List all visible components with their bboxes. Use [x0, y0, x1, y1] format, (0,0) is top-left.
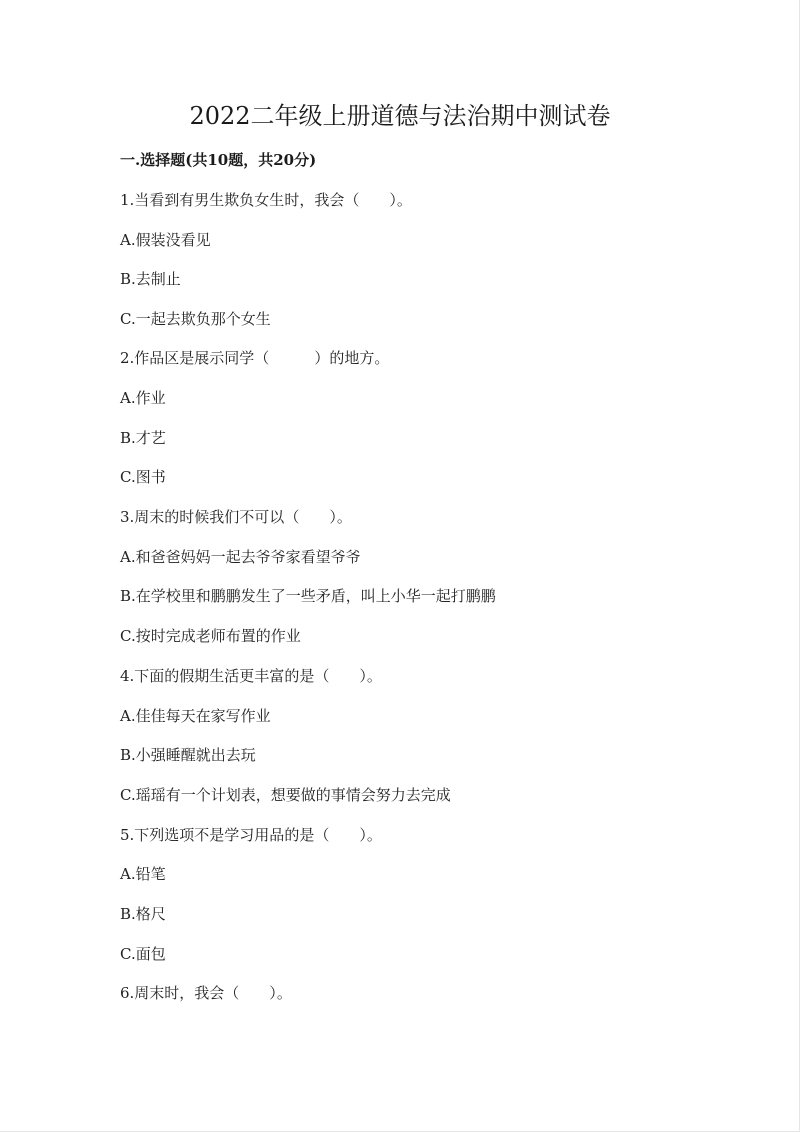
question-1-option-b: B.去制止 — [120, 270, 181, 288]
question-4-stem: 4.下面的假期生活更丰富的是（ ）。 — [120, 667, 382, 685]
question-5-option-c: C.面包 — [120, 945, 166, 963]
question-1-option-c: C.一起去欺负那个女生 — [120, 310, 271, 328]
page-title: 2022二年级上册道德与法治期中测试卷 — [189, 102, 611, 130]
question-4-option-b: B.小强睡醒就出去玩 — [120, 746, 256, 764]
question-2-option-c: C.图书 — [120, 468, 166, 486]
question-3-stem: 3.周末的时候我们不可以（ ）。 — [120, 508, 352, 526]
question-2-stem: 2.作品区是展示同学（ ）的地方。 — [120, 349, 390, 367]
question-5-stem: 5.下列选项不是学习用品的是（ ）。 — [120, 826, 382, 844]
question-3-option-c: C.按时完成老师布置的作业 — [120, 627, 301, 645]
section-heading: 一.选择题(共10题，共20分) — [120, 151, 317, 169]
question-3-option-b: B.在学校里和鹏鹏发生了一些矛盾，叫上小华一起打鹏鹏 — [120, 587, 496, 605]
question-4-option-c: C.瑶瑶有一个计划表，想要做的事情会努力去完成 — [120, 786, 451, 804]
question-5-option-a: A.铅笔 — [120, 865, 166, 883]
question-3-option-a: A.和爸爸妈妈一起去爷爷家看望爷爷 — [120, 548, 361, 566]
question-1-option-a: A.假装没看见 — [120, 231, 211, 249]
question-2-option-a: A.作业 — [120, 389, 166, 407]
question-6-stem: 6.周末时，我会（ ）。 — [120, 984, 292, 1002]
question-2-option-b: B.才艺 — [120, 429, 166, 447]
question-4-option-a: A.佳佳每天在家写作业 — [120, 707, 271, 725]
question-1-stem: 1.当看到有男生欺负女生时，我会（ ）。 — [120, 191, 412, 209]
question-5-option-b: B.格尺 — [120, 905, 166, 923]
